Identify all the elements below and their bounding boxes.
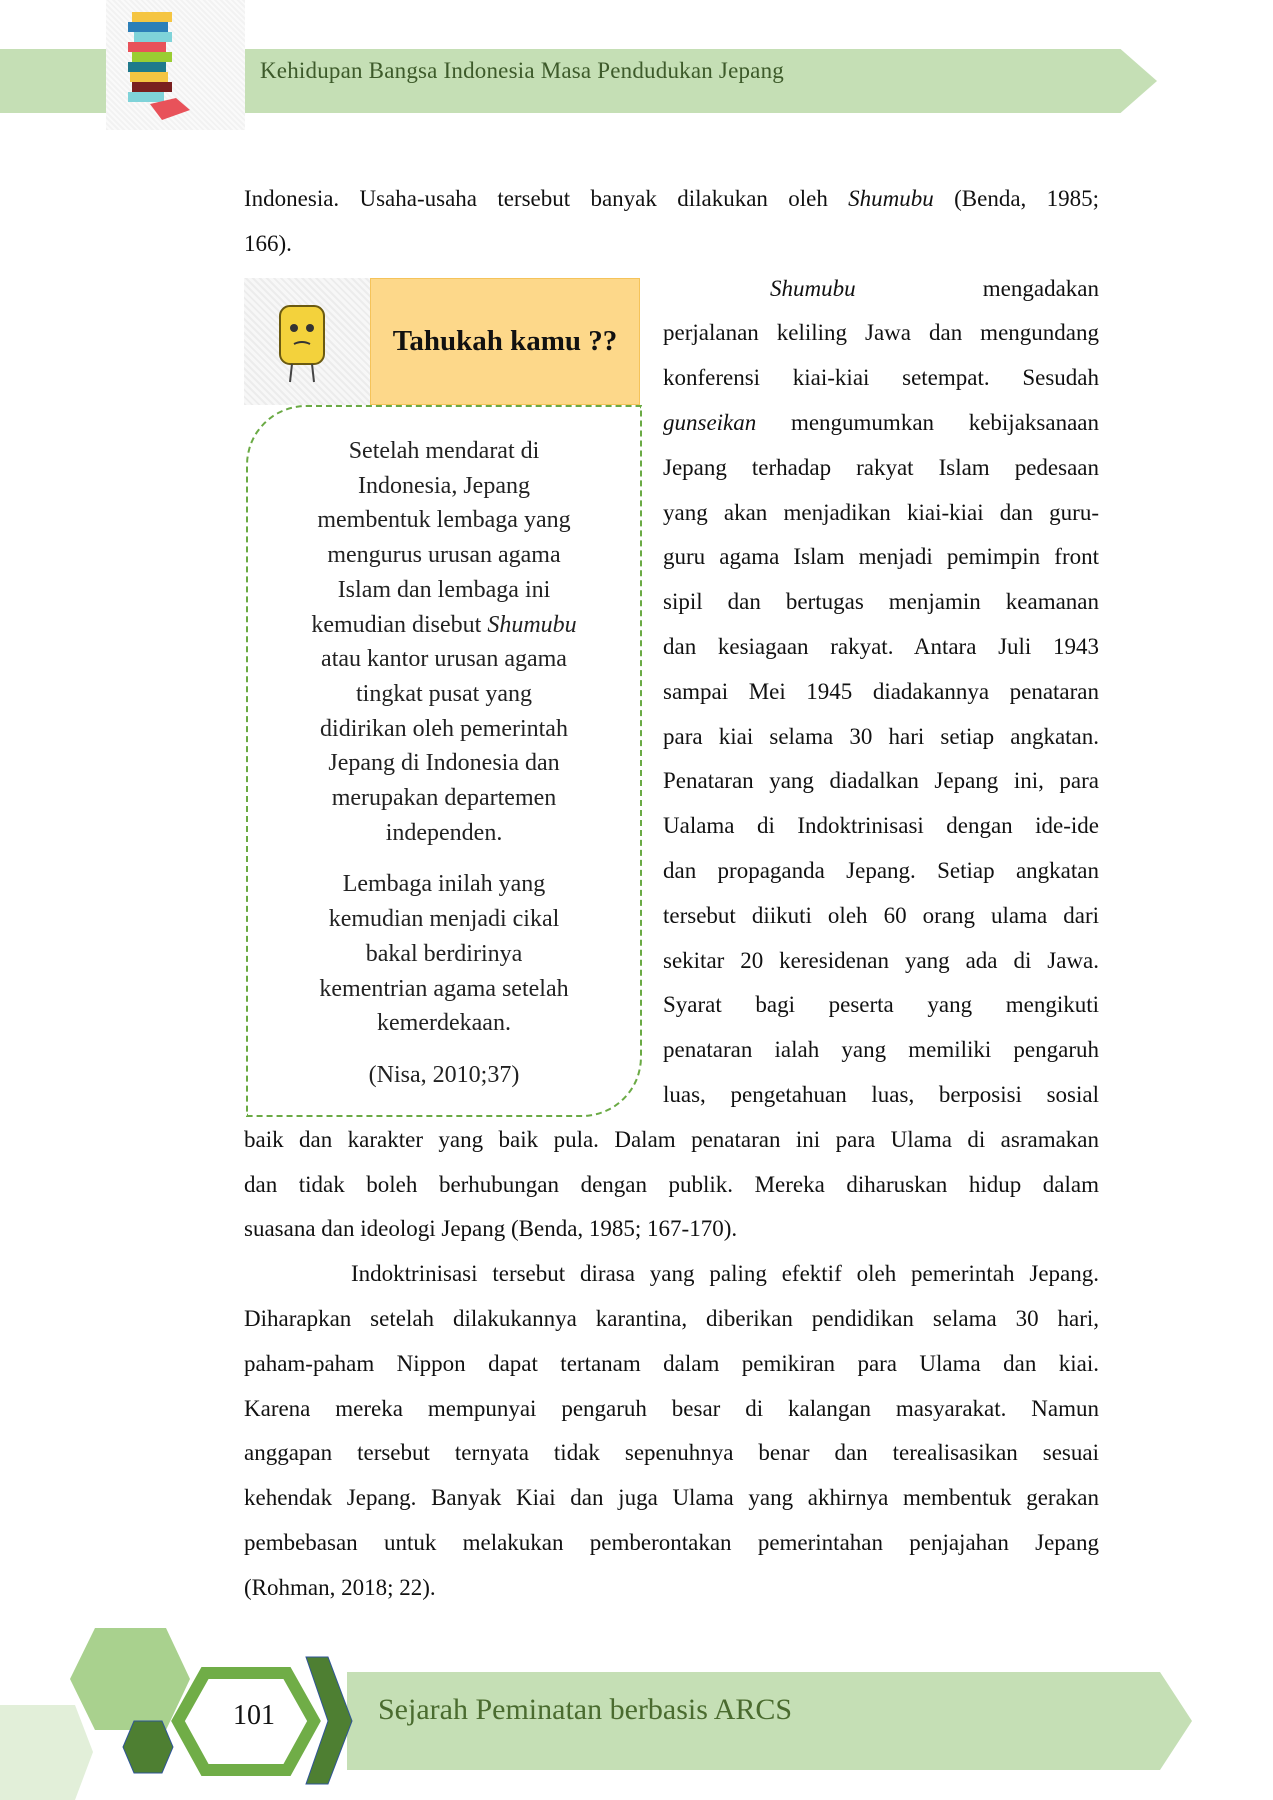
text-line (663, 939, 1099, 984)
text-segment: Diharapkan setelah dilakukannya karantina, diberikan pendidikan selama 30 hari, (244, 1305, 1099, 1331)
text-line (244, 1566, 1099, 1611)
text-line (244, 1431, 1099, 1476)
books-stack-icon (106, 0, 245, 130)
text-segment: independen. (385, 819, 503, 846)
text-segment: suasana dan ideologi Jepang (Benda, 1985; 167-170). (244, 1216, 738, 1242)
text-segment: guru agama Islam menjadi pemimpin front (663, 544, 1099, 570)
text-line (663, 580, 1099, 625)
text-line (244, 1163, 1099, 1208)
text-segment: tersebut diikuti oleh 60 orang ulama dari (663, 902, 1099, 928)
callout-citation (256, 1058, 632, 1093)
text-segment: sampai Mei 1945 diadakannya penataran (663, 678, 1099, 704)
header-band-left (0, 49, 110, 113)
text-line (244, 177, 1099, 222)
callout-line (256, 434, 632, 469)
callout-line (256, 469, 632, 504)
text-segment: konferensi kiai-kiai setempat. Sesudah (663, 365, 1099, 391)
text-segment: Indonesia. Usaha-usaha tersebut banyak dilakukan oleh (244, 186, 849, 211)
text-line (663, 1028, 1099, 1073)
italic-term: Shumubu (487, 611, 577, 638)
text-line (663, 983, 1099, 1028)
text-segment: (Benda, 1985; (933, 186, 1099, 211)
text-segment: Jepang di Indonesia dan (328, 750, 560, 777)
text-segment: penataran ialah yang memiliki pengaruh (663, 1037, 1099, 1063)
text-line (244, 1521, 1099, 1566)
callout-line (256, 902, 632, 937)
text-line (663, 849, 1099, 894)
text-segment: Jepang terhadap rakyat Islam pedesaan (663, 454, 1099, 480)
callout-line (256, 608, 632, 643)
callout-line (256, 867, 632, 902)
callout-paragraph (256, 434, 632, 850)
text-segment: sekitar 20 keresidenan yang ada di Jawa. (663, 947, 1099, 973)
text-segment: dan tidak boleh berhubungan dengan publik. Mereka diharuskan hidup dalam (244, 1171, 1099, 1197)
text-segment: atau kantor urusan agama (321, 646, 567, 673)
callout-line (256, 972, 632, 1007)
text-segment: baik dan karakter yang baik pula. Dalam penataran ini para Ulama di asramakan (244, 1126, 1099, 1152)
text-segment: (Nisa, 2010;37) (368, 1061, 520, 1088)
text-line (244, 222, 1099, 267)
text-segment: paham-paham Nippon dapat tertanam dalam pemikiran para Ulama dan kiai. (244, 1350, 1099, 1376)
callout-paragraph (256, 867, 632, 1041)
text-segment: dan propaganda Jepang. Setiap angkatan (663, 857, 1099, 883)
dark-hexagon (123, 1721, 173, 1773)
callout-line (256, 1006, 632, 1041)
text-segment: Syarat bagi peserta yang mengikuti (663, 992, 1099, 1018)
text-segment: Setelah mendarat di (348, 438, 540, 464)
text-line (663, 535, 1099, 580)
text-line (663, 670, 1099, 715)
text-segment: tingkat pusat yang (356, 680, 532, 707)
text-line (244, 1297, 1099, 1342)
text-segment: Indonesia, Jepang (358, 472, 530, 499)
book-title: Sejarah Peminatan berbasis ARCS (378, 1693, 793, 1726)
page-number: 101 (233, 1700, 275, 1731)
text-line (244, 1207, 1099, 1252)
text-segment: kemudian menjadi cikal (328, 906, 560, 933)
text-line (663, 311, 1099, 356)
text-segment: anggapan tersebut ternyata tidak sepenuhnya benar dan terealisasikan sesuai (244, 1440, 1099, 1466)
text-segment: Ualama di Indoktrinisasi dengan ide-ide (663, 813, 1099, 839)
text-segment: Lembaga inilah yang (342, 871, 546, 898)
text-segment: merupakan departemen (331, 785, 557, 812)
text-line (244, 1476, 1099, 1521)
callout-text (256, 434, 632, 1110)
text-segment: mengurus urusan agama (327, 542, 561, 569)
text-line (663, 491, 1099, 536)
callout-line (256, 746, 632, 781)
callout-line (256, 781, 632, 816)
text-segment: yang akan menjadikan kiai-kiai dan guru- (663, 499, 1099, 525)
text-segment: perjalanan keliling Jawa dan mengundang (663, 320, 1099, 346)
text-line (663, 1073, 1099, 1118)
text-segment: (Rohman, 2018; 22). (244, 1574, 436, 1600)
text-segment: mengadakan (855, 275, 1099, 301)
callout-line (256, 937, 632, 972)
callout-line (256, 642, 632, 677)
text-segment: kementrian agama setelah (319, 975, 569, 1002)
text-segment: dan kesiagaan rakyat. Antara Juli 1943 (663, 633, 1099, 659)
text-segment: Indoktrinisasi tersebut dirasa yang paling efektif oleh pemerintah Jepang. (351, 1261, 1099, 1287)
italic-term: gunseikan (663, 409, 757, 435)
text-segment: pembebasan untuk melakukan pemberontakan pemerintahan penjajahan Jepang (244, 1529, 1099, 1555)
callout-line (256, 816, 632, 851)
text-segment: 166). (244, 230, 292, 256)
text-segment: para kiai selama 30 hari setiap angkatan. (663, 723, 1099, 749)
light-hexagon (70, 1628, 190, 1730)
text-segment: Islam dan lembaga ini (337, 576, 551, 603)
thinking-book-icon (244, 278, 370, 405)
italic-term: Shumubu (770, 275, 856, 301)
text-line (244, 1118, 1099, 1163)
text-line (663, 401, 1099, 446)
text-segment: didirikan oleh pemerintah (320, 715, 568, 742)
text-line (244, 1387, 1099, 1432)
text-line (663, 804, 1099, 849)
text-line (663, 894, 1099, 939)
text-line (663, 356, 1099, 401)
text-line (663, 715, 1099, 760)
text-line (244, 1252, 1099, 1297)
pale-hexagon (0, 1705, 93, 1800)
callout-line (256, 573, 632, 608)
callout-line (256, 1058, 632, 1093)
callout-line (256, 503, 632, 538)
text-segment: kemerdekaan. (377, 1010, 511, 1037)
text-line (663, 267, 1099, 312)
text-line (244, 1342, 1099, 1387)
text-segment: Penataran yang diadalkan Jepang ini, para (663, 768, 1099, 794)
text-segment: membentuk lembaga yang (317, 507, 571, 534)
text-line (663, 625, 1099, 670)
text-segment: Karena mereka mempunyai pengaruh besar di kalangan masyarakat. Namun (244, 1395, 1099, 1421)
callout-line (256, 677, 632, 712)
text-line (663, 759, 1099, 804)
callout-header (370, 278, 640, 405)
text-segment: kehendak Jepang. Banyak Kiai dan juga Ulama yang akhirnya membentuk gerakan (244, 1485, 1099, 1511)
text-segment: luas, pengetahuan luas, berposisi sosial (663, 1081, 1099, 1107)
italic-term: Shumubu (848, 186, 934, 211)
text-segment: mengumumkan kebijaksanaan (756, 409, 1099, 435)
callout-line (256, 712, 632, 747)
callout-title: Tahukah kamu ?? (392, 325, 618, 357)
chapter-title: Kehidupan Bangsa Indonesia Masa Pendudukan Jepang (260, 58, 784, 83)
text-segment: sipil dan bertugas menjamin keamanan (663, 589, 1099, 615)
text-segment: bakal berdirinya (365, 940, 523, 967)
callout-line (256, 538, 632, 573)
text-segment: kemudian disebut (311, 611, 488, 638)
text-line (663, 446, 1099, 491)
